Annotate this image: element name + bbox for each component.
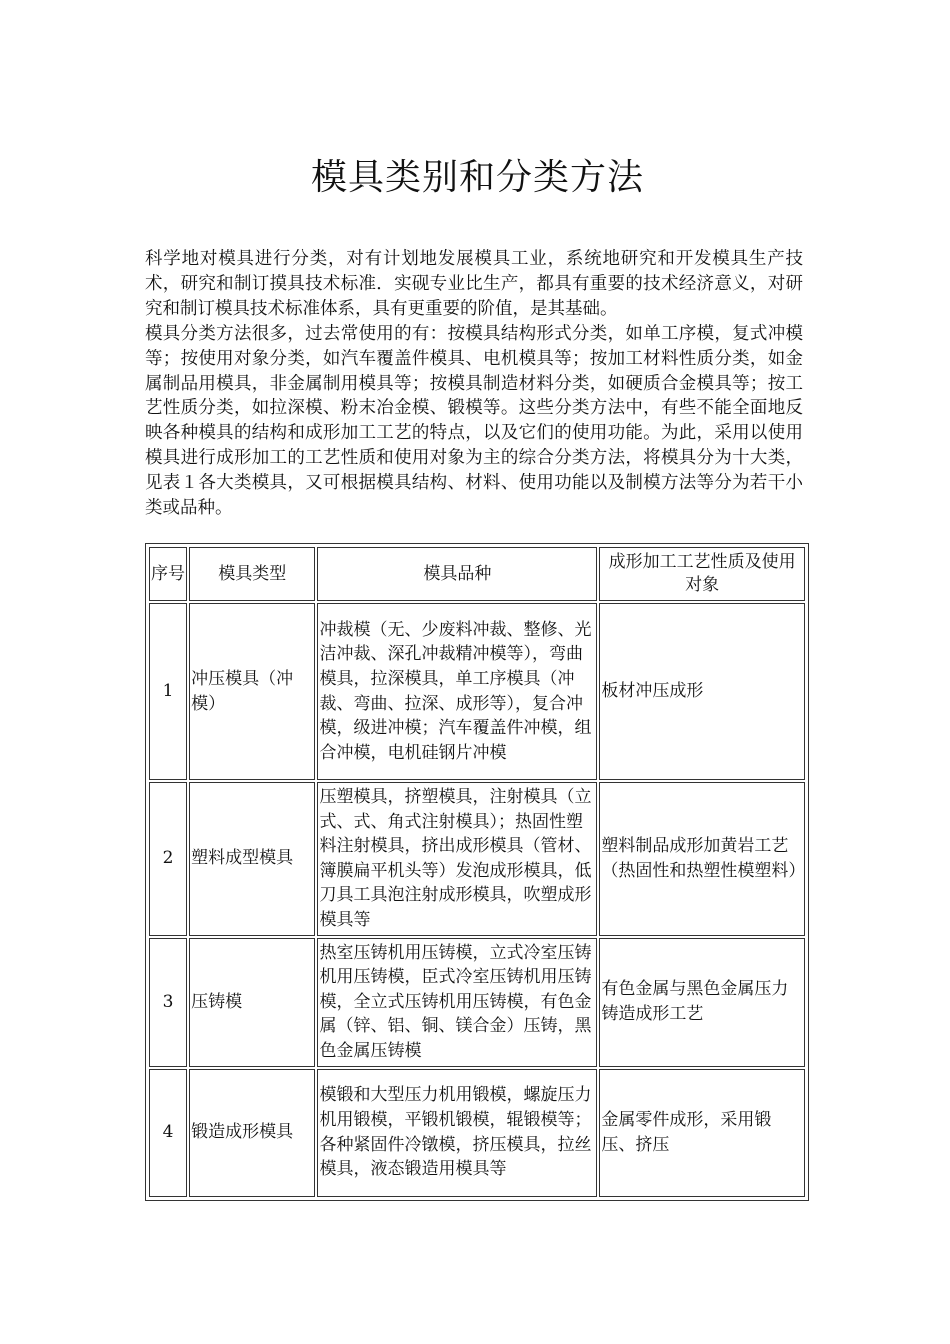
document-title: 模具类别和分类方法 bbox=[310, 157, 644, 198]
cell-type: 冲压模具（冲模） bbox=[189, 603, 315, 780]
cell-kinds: 热室压铸机用压铸模，立式冷室压铸机用压铸模，臣式冷室压铸机用压铸模，全立式压铸机用压铸模，有色金属（锌、铝、铜、镁合金）压铸，黑色金属压铸模 bbox=[317, 938, 597, 1067]
paragraph-methods: 模具分类方法很多，过去常使用的有：按模具结构形式分类，如单工序模，复式冲模等；按使用对象分类，如汽车覆盖件模具、电机模具等；按加工材料性质分类，如金属制品用模具，非金属制用模具等；按模具制造材料分类，如硬质合金模具等；按工艺性质分类，如拉深模、粉末冶金模、锻模等。这些分类方法中，有些不能全面地反映各种模具的结构和成形加工工艺的特点，以及它们的使用功能。为此，采用以使用模具进行成形加工的工艺性质和使用对象为主的综合分类方法，将模具分为十大类，见表１各大类模具，又可根据模具结构、材料、使用功能以及制模方法等分为若干小类或品种。 bbox=[145, 323, 803, 519]
paragraph-intro: 科学地对模具进行分类，对有计划地发展模具工业，系统地研究和开发模具生产技术，研究和制订摸具技术标准．实砚专业比生产，都具有重要的技术经济意义，对研究和制订模具技术标准体系，具有更重要的阶值，是其基础。 bbox=[145, 249, 803, 319]
header-no: 序号 bbox=[149, 547, 187, 601]
document-body bbox=[145, 247, 803, 521]
header-process: 成形加工工艺性质及使用对象 bbox=[599, 547, 805, 601]
table-row bbox=[149, 938, 805, 1067]
cell-no: 3 bbox=[149, 938, 187, 1067]
cell-process: 金属零件成形，采用锻压、挤压 bbox=[599, 1069, 805, 1197]
cell-no: 2 bbox=[149, 782, 187, 936]
table-row bbox=[149, 782, 805, 936]
cell-type: 塑料成型模具 bbox=[189, 782, 315, 936]
table-row bbox=[149, 1069, 805, 1197]
cell-process: 板材冲压成形 bbox=[599, 603, 805, 780]
cell-kinds: 压塑模具，挤塑模具，注射模具（立式、式、角式注射模具）；热固性塑料注射模具，挤出成形模具（管材、簿膜扁平机头等）发泡成形模具，低刀具工具泡注射成形模具，吹塑成形模具等 bbox=[317, 782, 597, 936]
cell-process: 有色金属与黑色金属压力铸造成形工艺 bbox=[599, 938, 805, 1067]
cell-kinds: 模锻和大型压力机用锻模，螺旋压力机用锻模，平锻机锻模，辊锻模等；各种紧固件冷镦模，挤压模具，拉丝模具，液态锻造用模具等 bbox=[317, 1069, 597, 1197]
cell-no: 4 bbox=[149, 1069, 187, 1197]
header-type: 模具类型 bbox=[189, 547, 315, 601]
table-header-row bbox=[149, 547, 805, 601]
mold-classification-table bbox=[145, 543, 809, 1201]
table-row bbox=[149, 603, 805, 780]
cell-kinds: 冲裁模（无、少废料冲裁、整修、光洁冲裁、深孔冲裁精冲模等），弯曲模具，拉深模具，单工序模具（冲裁、弯曲、拉深、成形等），复合冲模，级进冲模；汽车覆盖件冲模，组合冲模，电机硅钢片冲模 bbox=[317, 603, 597, 780]
cell-type: 锻造成形模具 bbox=[189, 1069, 315, 1197]
cell-type: 压铸模 bbox=[189, 938, 315, 1067]
header-kinds: 模具品种 bbox=[317, 547, 597, 601]
cell-no: 1 bbox=[149, 603, 187, 780]
cell-process: 塑料制品成形加黄岩工艺（热固性和热塑性模塑料） bbox=[599, 782, 805, 936]
